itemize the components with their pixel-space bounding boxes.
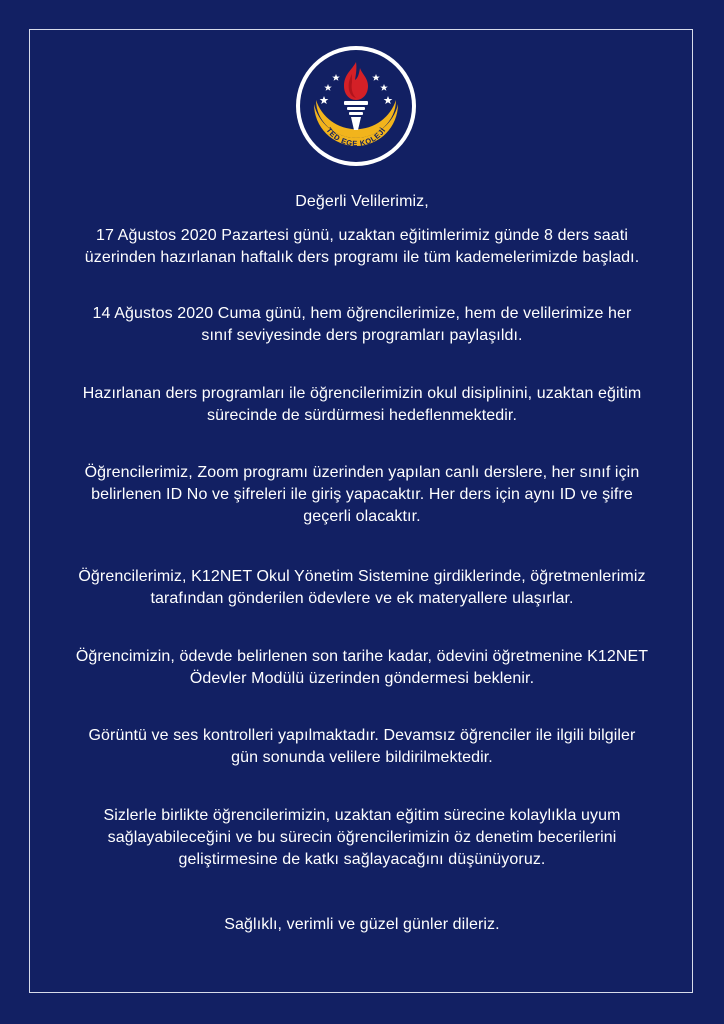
paragraph-5 xyxy=(40,566,684,610)
paragraph-line: tarafından gönderilen ödevlere ve ek materyallere ulaşırlar. xyxy=(150,590,574,607)
paragraph-1 xyxy=(40,225,684,269)
paragraph-4 xyxy=(40,462,684,528)
paragraph-line: Hazırlanan ders programları ile öğrencilerimizin okul disiplinini, uzaktan eğitim xyxy=(82,385,642,402)
school-emblem-icon xyxy=(294,44,418,168)
paragraph-line: gün sonunda velilere bildirilmektedir. xyxy=(231,749,493,766)
greeting: Değerli Velilerimiz, xyxy=(295,193,429,210)
paragraph-line: Ödevler Modülü üzerinden göndermesi beklenir. xyxy=(189,670,535,687)
closing-line: Sağlıklı, verimli ve güzel günler dileriz. xyxy=(224,916,500,933)
paragraph-line: sürecinde de sürdürmesi hedeflenmektedir. xyxy=(206,407,518,424)
paragraph-8 xyxy=(40,805,684,871)
logo-text: TED EGE KOLEJİ xyxy=(324,125,388,149)
paragraph-line: geçerli olacaktır. xyxy=(303,508,421,525)
paragraph-line: sağlayabileceğini ve bu sürecin öğrencilerimizin öz denetim becerilerini xyxy=(107,829,617,846)
ted-ege-koleji-logo xyxy=(294,44,418,168)
paragraph-line: Öğrencilerimiz, K12NET Okul Yönetim Sistemine girdiklerinde, öğretmenlerimiz xyxy=(78,568,646,585)
paragraph-line: Görüntü ve ses kontrolleri yapılmaktadır. Devamsız öğrenciler ile ilgili bilgiler xyxy=(88,727,636,744)
paragraph-line: belirlenen ID No ve şifreleri ile giriş yapacaktır. Her ders için aynı ID ve şifre xyxy=(91,486,633,503)
paragraph-line: sınıf seviyesinde ders programları paylaşıldı. xyxy=(201,327,523,344)
paragraph-6 xyxy=(40,646,684,690)
paragraph-line: 17 Ağustos 2020 Pazartesi günü, uzaktan eğitimlerimiz günde 8 ders saati xyxy=(96,227,628,244)
paragraph-2 xyxy=(40,303,684,347)
paragraph-line: 14 Ağustos 2020 Cuma günü, hem öğrencilerimize, hem de velilerimize her xyxy=(92,305,632,322)
paragraph-line: Öğrencimizin, ödevde belirlenen son tarihe kadar, ödevini öğretmenine K12NET xyxy=(75,648,649,665)
paragraph-line: üzerinden hazırlanan haftalık ders programı ile tüm kademelerimizde başladı. xyxy=(84,249,640,266)
paragraph-line: Öğrencilerimiz, Zoom programı üzerinden yapılan canlı derslere, her sınıf için xyxy=(84,464,640,481)
paragraph-7 xyxy=(40,725,684,769)
paragraph-line: Sizlerle birlikte öğrencilerimizin, uzaktan eğitim sürecine kolaylıkla uyum xyxy=(103,807,621,824)
paragraph-3 xyxy=(40,383,684,427)
paragraph-line: geliştirmesine de katkı sağlayacağını düşünüyoruz. xyxy=(178,851,546,868)
